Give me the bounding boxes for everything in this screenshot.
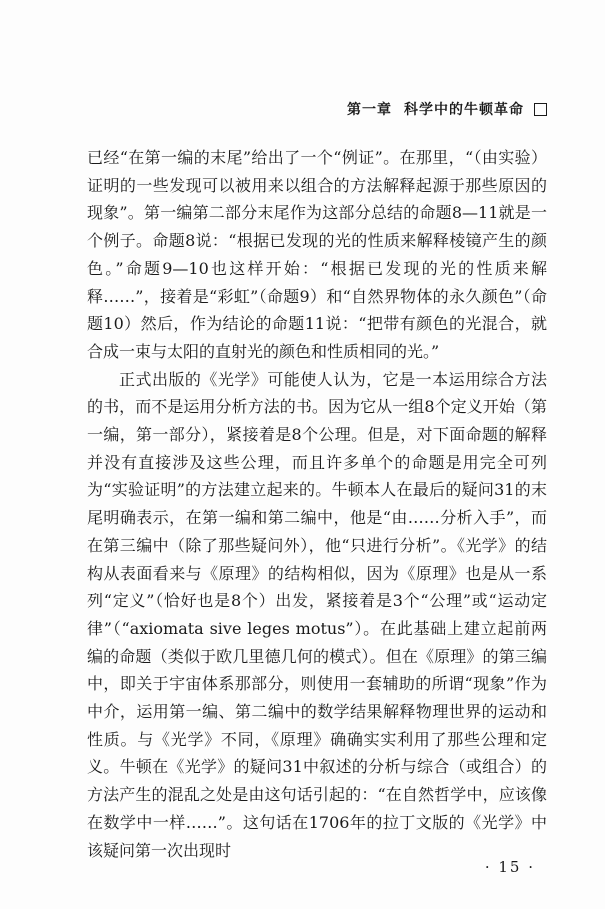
paragraph-1: 已经“在第一编的末尾”给出了一个“例证”。在那里，“（由实验）证明的一些发现可以被用来以组合的方法解释起源于那些原因的现象”。第一编第二部分末尾作为这部分总结的命题8—11就是一个例子。命题8说：“根据已发现的光的性质来解释棱镜产生的颜色。”命题9—10也这样开始：“根据已发现的光的性质来解释……”，接着是“彩虹”（命题9）和“自然界物体的永久颜色”（命题10）然后，作为结论的命题11说：“把带有颜色的光混合，就合成一束与太阳的直射光的颜色和性质相同的光。” (87, 148, 547, 361)
header-square-icon (534, 103, 547, 116)
page-number: · 15 · (484, 858, 535, 876)
header-chapter: 第一章 (347, 102, 392, 118)
body-text (87, 144, 547, 864)
running-header (347, 99, 547, 119)
header-title: 科学中的牛顿革命 (404, 102, 524, 118)
paragraph-2: 正式出版的《光学》可能使人认为，它是一本运用综合方法的书，而不是运用分析方法的书。因为它从一组8个定义开始（第一编，第一部分），紧接着是8个公理。但是，对下面命题的解释并没有直接涉及这些公理，而且许多单个的命题是用完全可列为“实验证明”的方法建立起来的。牛顿本人在最后的疑问31的末尾明确表示，在第一编和第二编中，他是“由……分析入手”，而在第三编中（除了那些疑问外），他“只进行分析”。《光学》的结构从表面看来与《原理》的结构相似，因为《原理》也是从一系列“定义”（恰好也是8个）出发，紧接着是3个“公理”或“运动定律”（“axiomata sive leges motus”）。在此基础上建立起前两编的命题（类似于欧几里德几何的模式）。但在《原理》的第三编中，即关于宇宙体系那部分，则使用一套辅助的所谓“现象”作为中介，运用第一编、第二编中的数学结果解释物理世界的运动和性质。与《光学》不同，《原理》确确实实利用了那些公理和定义。牛顿在《光学》的疑问31中叙述的分析与综合（或组合）的方法产生的混乱之处是由这句话引起的：“在自然哲学中，应该像在数学中一样……”。这句话在1706年的拉丁文版的《光学》中该疑问第一次出现时 (87, 369, 547, 860)
